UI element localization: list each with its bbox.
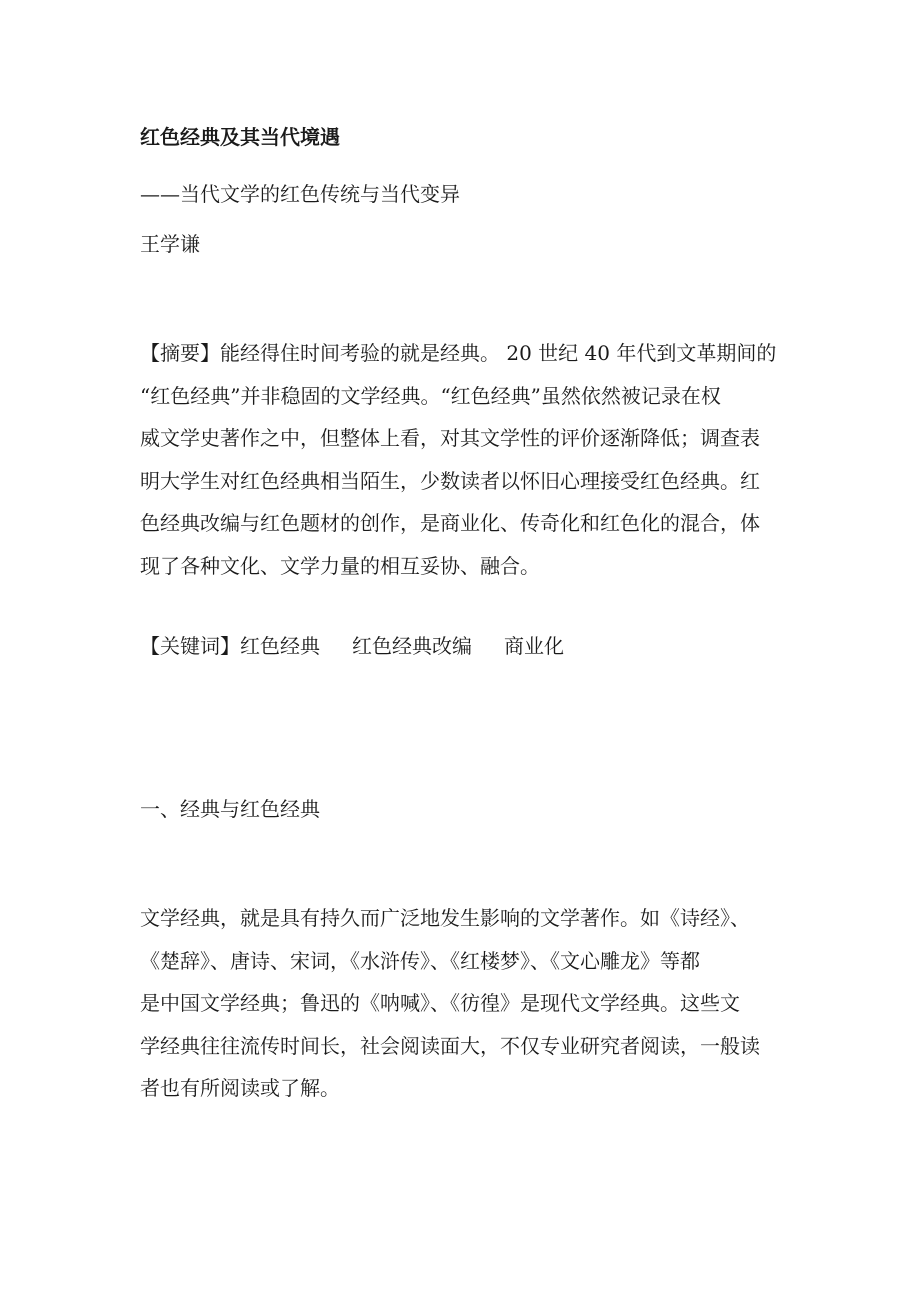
keywords-label: 【关键词】 bbox=[140, 634, 240, 658]
abstract-line: 现了各种文化、文学力量的相互妥协、融合。 bbox=[140, 553, 540, 578]
body-line: 文学经典，就是具有持久而广泛地发生影响的文学著作。如《诗经》、 bbox=[140, 906, 750, 930]
body-paragraph bbox=[140, 903, 790, 1116]
keyword-item: 红色经典改编 bbox=[352, 634, 472, 658]
keyword-item: 商业化 bbox=[504, 634, 564, 658]
document-author: 王学谦 bbox=[140, 232, 200, 256]
section-heading: 一、经典与红色经典 bbox=[140, 797, 320, 821]
body-line: 者也有所阅读或了解。 bbox=[140, 1076, 340, 1100]
abstract-line: 色经典改编与红色题材的创作，是商业化、传奇化和红色化的混合，体 bbox=[140, 511, 760, 535]
abstract-line: 威文学史著作之中，但整体上看，对其文学性的评价逐渐降低；调查表 bbox=[140, 426, 760, 450]
abstract-paragraph bbox=[140, 338, 790, 593]
body-line: 是中国文学经典；鲁迅的《呐喊》、《彷徨》是现代文学经典。这些文 bbox=[140, 991, 740, 1015]
document-title: 红色经典及其当代境遇 bbox=[140, 125, 340, 149]
abstract-line: “红色经典”并非稳固的文学经典。“红色经典”虽然依然被记录在权 bbox=[140, 383, 721, 408]
body-line: 《楚辞》、唐诗、宋词，《水浒传》、《红楼梦》、《文心雕龙》等都 bbox=[140, 948, 700, 973]
abstract-line: 【摘要】能经得住时间考验的就是经典。 20 世纪 40 年代到文革期间的 bbox=[140, 341, 777, 365]
abstract-line: 明大学生对红色经典相当陌生，少数读者以怀旧心理接受红色经典。红 bbox=[140, 468, 760, 493]
document-subtitle: ——当代文学的红色传统与当代变异 bbox=[140, 182, 460, 206]
keyword-item: 红色经典 bbox=[240, 634, 320, 658]
body-line: 学经典往往流传时间长，社会阅读面大，不仅专业研究者阅读，一般读 bbox=[140, 1033, 760, 1058]
keywords-line bbox=[140, 633, 564, 659]
